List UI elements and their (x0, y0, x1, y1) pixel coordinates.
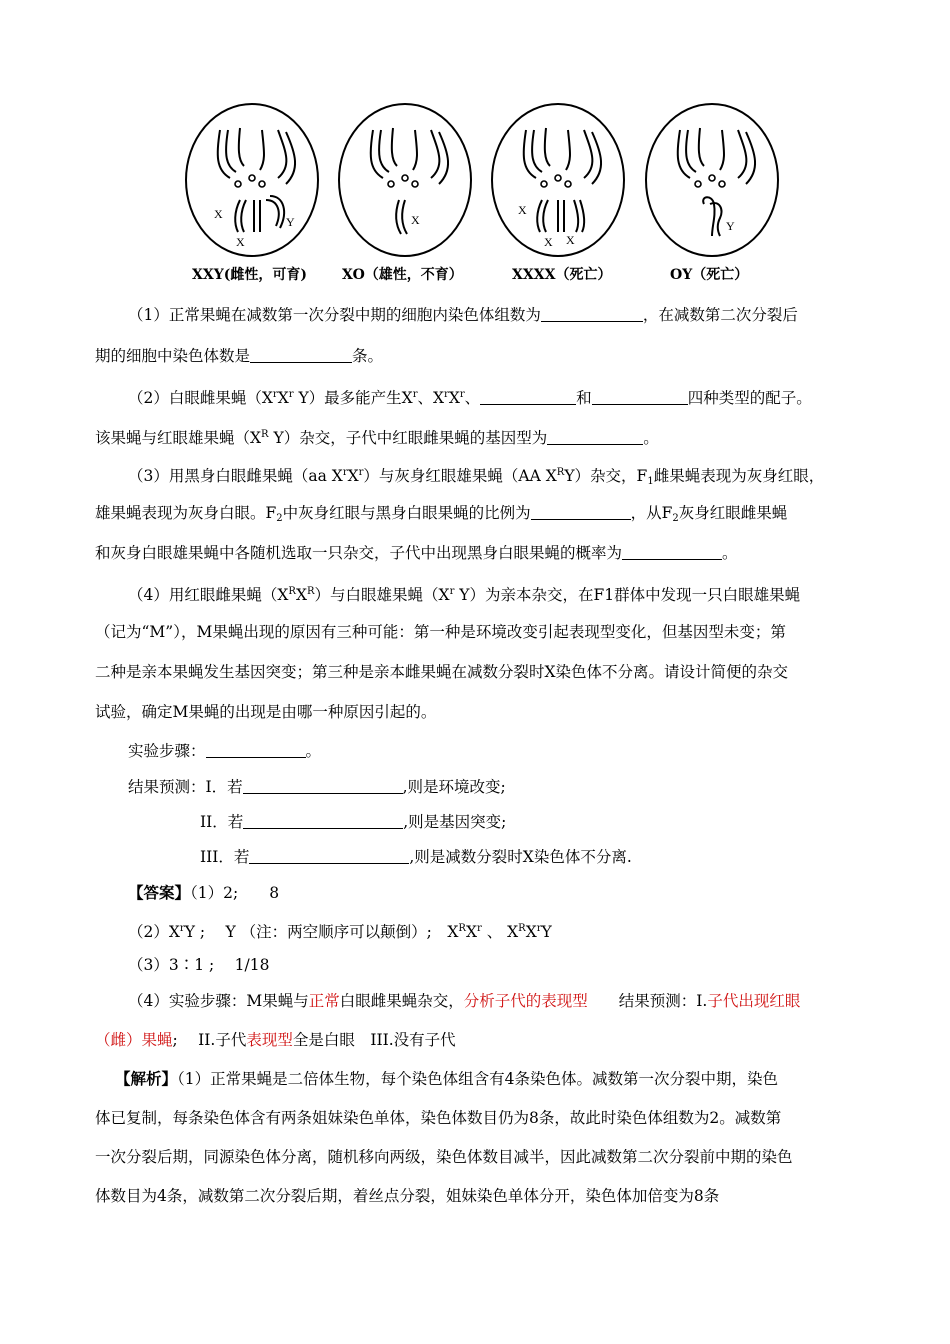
cell-diagram-oy (642, 100, 782, 260)
analysis-label: 【解析】 (115, 1069, 178, 1088)
answer-blank[interactable] (547, 429, 643, 445)
text: 和灰身白眼雄果蝇中各随机选取一只杂交，子代中出现黑身白眼果蝇的概率为 (95, 544, 623, 562)
superscript: R (556, 467, 565, 478)
highlight-text: 正常 (308, 992, 340, 1010)
chrom-label: X (411, 213, 420, 227)
text: （4）用红眼雌果蝇（X (128, 586, 289, 604)
text: ，从F (630, 504, 673, 522)
answer-2 (128, 919, 893, 942)
answer-4-line-2 (95, 1030, 860, 1050)
text: 白眼雌果蝇杂交， (339, 992, 464, 1010)
highlight-text: 子代出现红眼 (707, 992, 801, 1010)
text: Y）最多能产生X (293, 389, 413, 407)
text: 、 (464, 389, 481, 407)
answer-blank[interactable] (206, 742, 306, 758)
result-prediction-1 (128, 777, 893, 797)
analysis-line-2: 体已复制，每条染色体含有两条姐妹染色单体，染色体数目仍为8条，故此时染色体组数为2。减数第 (95, 1109, 782, 1127)
answer-blank[interactable] (243, 813, 403, 829)
text: 和 (576, 389, 592, 407)
superscript: r (412, 389, 418, 400)
superscript: R (458, 923, 466, 934)
text: 。 (722, 544, 738, 562)
question-4-line-1 (128, 582, 893, 605)
chrom-label: X (566, 233, 575, 247)
text: 全是白眼 III.没有子代 (292, 1031, 456, 1049)
question-3-line-1 (128, 463, 893, 492)
text: ,则是环境改变; (402, 778, 506, 796)
text: （1）正常果蝇在减数第一次分裂中期的细胞内染色体组数为 (128, 306, 541, 324)
question-3-line-2 (95, 503, 860, 529)
superscript: r (449, 586, 455, 597)
text: Y）为亲本杂交，在F1群体中发现一只白眼雄果蝇 (454, 586, 801, 604)
text: Y (541, 923, 552, 941)
highlight-text: （雌）果蝇 (95, 1031, 173, 1049)
answer-label: 【答案】 (128, 883, 191, 902)
answer-blank[interactable] (243, 778, 403, 794)
answer-blank[interactable] (541, 306, 643, 322)
text: X (295, 586, 307, 604)
text: ; II.子代 (172, 1031, 247, 1049)
text: X (525, 923, 537, 941)
superscript: R (518, 923, 526, 934)
karyotype-figure (170, 100, 790, 290)
text: 结果预测：I．若 (128, 778, 243, 796)
cell-diagram-xo (335, 100, 475, 260)
text: Y ; Y （注：两空顺序可以颠倒）; X (184, 923, 459, 941)
text: 、 X (481, 923, 519, 941)
text: 实验步骤： (128, 742, 206, 760)
text: X (465, 923, 477, 941)
subscript: 1 (647, 476, 654, 487)
question-4-line-3: 二种是亲本果蝇发生基因突变；第三种是亲本雌果蝇在减数分裂时X染色体不分离。请设计简便的杂交 (95, 663, 789, 681)
text: Y）杂交，F (564, 467, 648, 485)
cell-oy-drawing (642, 100, 782, 260)
question-4-line-4: 试验，确定M果蝇的出现是由哪一种原因引起的。 (95, 703, 437, 721)
superscript: r (358, 467, 364, 478)
text: III．若 (200, 848, 250, 866)
question-4-line-2: （记为“M”），M果蝇出现的原因有三种可能：第一种是环境改变引起表现型变化，但基因型未变；第 (95, 623, 786, 641)
text: ,则是基因突变; (403, 813, 507, 831)
answer-blank[interactable] (531, 504, 631, 520)
answer-3: （3）3∶1 ; 1/18 (128, 956, 270, 974)
text: Y）杂交，子代中红眼雌果蝇的基因型为 (268, 429, 548, 447)
analysis-line-3: 一次分裂后期，同源染色体分离，随机移向两级，染色体数目减半，因此减数第二次分裂前中期的染色 (95, 1148, 793, 1166)
question-2-line-1 (128, 385, 893, 408)
cell-caption: OY（死亡） (670, 267, 749, 283)
superscript: r (272, 389, 278, 400)
text: 雄果蝇表现为灰身白眼。F (95, 504, 277, 522)
text: II．若 (200, 813, 244, 831)
text: X (347, 467, 359, 485)
analysis-line-4: 体数目为4条，减数第二次分裂后期，着丝点分裂，姐妹染色单体分开，染色体加倍变为8条 (95, 1187, 720, 1205)
cell-diagram-xxxx (488, 100, 628, 260)
text: ）与灰身红眼雄果蝇（AA X (363, 467, 557, 485)
answer-blank[interactable] (250, 347, 352, 363)
text: （3）用黑身白眼雌果蝇（aa X (128, 467, 343, 485)
cell-diagram-xxy (182, 100, 322, 260)
answer-1 (128, 883, 893, 903)
answer-blank[interactable] (592, 389, 688, 405)
text: （1）正常果蝇是二倍体生物，每个染色体组含有4条染色体。减数第一次分裂中期，染色 (177, 1070, 778, 1088)
chrom-label: X (518, 203, 527, 217)
cell-xxy-drawing (182, 100, 322, 260)
highlight-text: 表现型 (246, 1031, 293, 1049)
subscript: 2 (672, 513, 679, 524)
text: 。 (305, 742, 322, 760)
superscript: R (288, 586, 296, 597)
text: 四种类型的配子。 (687, 389, 812, 407)
question-2-line-2 (95, 425, 860, 448)
text: （1）2; 8 (190, 884, 280, 902)
answer-blank[interactable] (249, 848, 409, 864)
analysis-line-1 (115, 1069, 880, 1089)
superscript: R (261, 429, 269, 440)
result-prediction-2 (200, 812, 950, 832)
text: 中灰身红眼与黑身白眼果蝇的比例为 (282, 504, 531, 522)
chrom-label: X (214, 207, 223, 221)
chrom-label: X (236, 235, 245, 249)
superscript: r (288, 389, 294, 400)
text: 灰身红眼雌果蝇 (678, 504, 788, 522)
question-1-line-1 (128, 305, 893, 325)
chrom-label: Y (286, 215, 295, 229)
superscript: R (306, 586, 315, 597)
cell-caption: XO（雄性，不育） (342, 267, 463, 283)
superscript: r (342, 467, 348, 478)
superscript: r (179, 923, 185, 934)
cell-caption: XXY(雌性，可育) (192, 267, 307, 283)
text: 雌果蝇表现为灰身红眼， (653, 467, 825, 485)
question-1-line-2 (95, 346, 860, 366)
answer-blank[interactable] (480, 389, 576, 405)
answer-blank[interactable] (622, 544, 722, 560)
text: ,则是减数分裂时X染色体不分离. (409, 848, 632, 866)
text: 。 (643, 429, 659, 447)
text: （2）X (128, 923, 180, 941)
superscript: r (444, 389, 449, 400)
text: ，在减数第二次分裂后 (642, 306, 798, 324)
highlight-text: 分析子代的表现型 (463, 992, 588, 1010)
subscript: 2 (276, 513, 283, 524)
text: （2）白眼雌果蝇（X (128, 389, 273, 407)
result-prediction-3 (200, 847, 950, 867)
text: 、X (417, 389, 445, 407)
text: 条。 (352, 347, 384, 365)
chrom-label: Y (726, 219, 735, 233)
text: X (448, 389, 460, 407)
answer-4-line-1 (128, 991, 893, 1011)
cell-caption: XXXX（死亡） (512, 267, 612, 283)
superscript: r (459, 389, 465, 400)
superscript: r (536, 923, 542, 934)
text: X (277, 389, 289, 407)
cell-xo-drawing (335, 100, 475, 260)
experiment-steps (128, 741, 893, 761)
text: ）与白眼雄果蝇（X (314, 586, 450, 604)
cell-xxxx-drawing (488, 100, 628, 260)
text: 该果蝇与红眼雄果蝇（X (95, 429, 262, 447)
superscript: r (477, 923, 482, 934)
chrom-label: X (544, 235, 553, 249)
text: （4）实验步骤：M果蝇与 (128, 992, 309, 1010)
text: 期的细胞中染色体数是 (95, 347, 251, 365)
question-3-line-3 (95, 543, 860, 563)
text: 结果预测：I. (587, 992, 708, 1010)
